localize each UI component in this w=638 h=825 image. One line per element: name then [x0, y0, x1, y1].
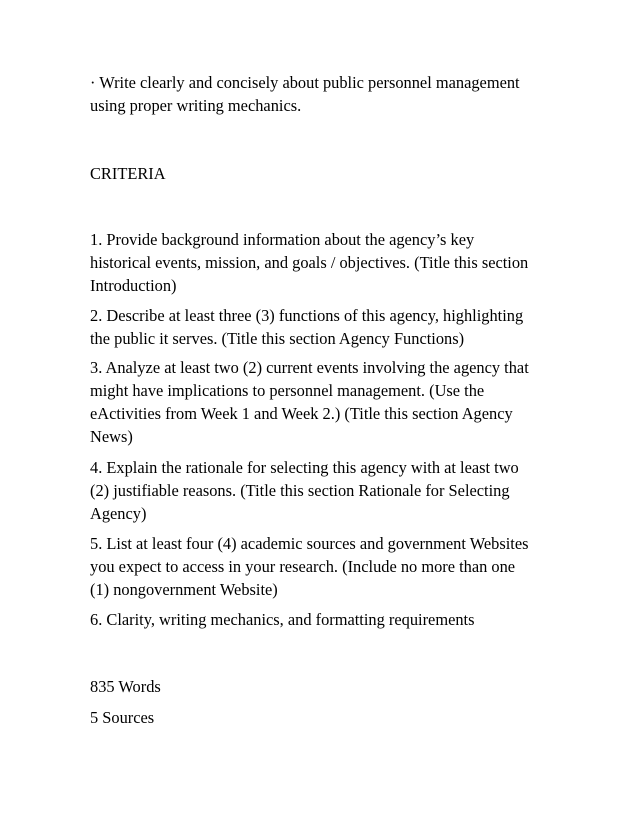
criterion-line: you expect to access in your research. (Include no more than one	[90, 557, 516, 576]
criterion-line: 2. Describe at least three (3) functions of this agency, highlighting	[90, 306, 524, 325]
criterion-line: the public it serves. (Title this section Agency Functions)	[90, 329, 465, 348]
intro-line: using proper writing mechanics.	[90, 96, 302, 115]
source-count: 5 Sources	[90, 708, 155, 727]
criterion-line: 4. Explain the rationale for selecting this agency with at least two	[90, 458, 519, 477]
criterion-line: (2) justifiable reasons. (Title this section Rationale for Selecting	[90, 481, 510, 500]
criterion-5	[90, 532, 560, 601]
criterion-line: eActivities from Week 1 and Week 2.) (Title this section Agency	[90, 404, 513, 423]
criterion-line: 5. List at least four (4) academic sources and government Websites	[90, 534, 529, 553]
word-count: 835 Words	[90, 677, 161, 696]
criterion-line: historical events, mission, and goals / objectives. (Title this section	[90, 253, 529, 272]
criterion-line: 6. Clarity, writing mechanics, and formatting requirements	[90, 610, 475, 629]
intro-paragraph	[90, 71, 560, 117]
criterion-3	[90, 356, 560, 448]
criterion-line: Agency)	[90, 504, 147, 523]
criterion-line: News)	[90, 427, 133, 446]
intro-line: · Write clearly and concisely about public personnel management	[90, 73, 520, 92]
criterion-line: 3. Analyze at least two (2) current events involving the agency that	[90, 358, 529, 377]
criterion-4	[90, 456, 560, 525]
criterion-line: Introduction)	[90, 276, 177, 295]
criteria-heading: CRITERIA	[90, 164, 166, 183]
criterion-1	[90, 228, 560, 297]
criterion-6	[90, 608, 560, 631]
criterion-2	[90, 304, 560, 350]
criterion-line: (1) nongovernment Website)	[90, 580, 278, 599]
criterion-line: might have implications to personnel management. (Use the	[90, 381, 485, 400]
criterion-line: 1. Provide background information about the agency’s key	[90, 230, 475, 249]
